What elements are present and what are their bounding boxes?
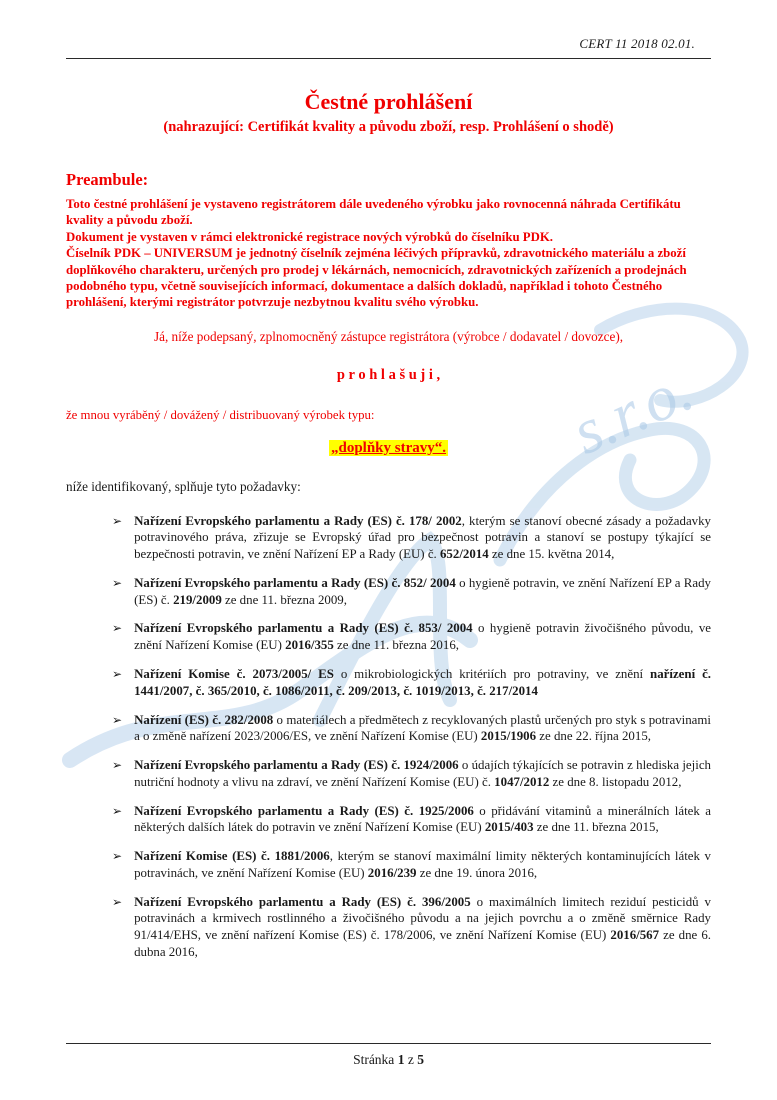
bullet-arrow-icon: ➢: [112, 666, 123, 681]
requirement-item: [112, 894, 711, 961]
bullet-arrow-icon: ➢: [112, 803, 123, 818]
product-type-highlight: „doplňky stravy“.: [330, 439, 447, 456]
requirement-item: [112, 757, 711, 791]
product-type: [66, 439, 711, 457]
bullet-arrow-icon: ➢: [112, 712, 123, 727]
bullet-arrow-icon: ➢: [112, 849, 123, 864]
requirements-list: [66, 513, 711, 961]
document-header: [66, 36, 711, 59]
requirement-text: Nařízení Evropského parlamentu a Rady (ES) č. 853/ 2004 o hygieně potravin živočišného původu, ve znění Nařízení Komise (EU) 2016/355 ze dne 11. března 2016,: [134, 621, 711, 653]
requirement-item: [112, 666, 711, 700]
requirement-text: Nařízení Evropského parlamentu a Rady (ES) č. 1924/2006 o údajích týkajících se potravin z hlediska jejich nutriční hodnoty a vlivu na zdraví, ve znění Nařízení Komise (EU) č. 1047/2012 ze dne 8. listopadu 2012,: [134, 758, 711, 789]
requirement-text: Nařízení Evropského parlamentu a Rady (ES) č. 178/ 2002, kterým se stanoví obecné zásady a požadavky potravinového práva, zřizuje se Evropský úřad pro bezpečnost potravin a stanoví se postupy týkající se bezpečnosti potravin, ve znění Nařízení EP a Rady (EU) č. 652/2014 ze dne 15. května 2014,: [134, 513, 711, 562]
document-reference: CERT 11 2018 02.01.: [579, 36, 695, 51]
requirement-item: [112, 803, 711, 837]
page-title: Čestné prohlášení: [304, 89, 473, 114]
bullet-arrow-icon: ➢: [112, 758, 123, 773]
requirement-item: [112, 712, 711, 746]
bullet-arrow-icon: ➢: [112, 621, 123, 636]
declaration-verb: p r o h l a š u j i ,: [336, 366, 441, 383]
preamble-paragraph-1: Toto čestné prohlášení je vystaveno registrátorem dále uvedeného výrobku jako rovnocenná náhrada Certifikátu kvality a původu zboží.: [66, 197, 681, 228]
requirement-text: Nařízení Evropského parlamentu a Rady (ES) č. 396/2005 o maximálních limitech reziduí pesticidů v potravinách a krmivech rostlinného a živočišného původu a na jejich povrchu a o změně směrnice Rady 91/414/EHS, ve znění nařízení Komise (ES) č. 178/2006, ve znění Nařízení Komise (EU) 2016/567 ze dne 6. dubna 2016,: [134, 894, 711, 959]
bullet-arrow-icon: ➢: [112, 513, 123, 528]
requirement-text: Nařízení (ES) č. 282/2008 o materiálech a předmětech z recyklovaných plastů určených pro styk s potravinami a o změně nařízení 2023/2006/ES, ve znění Nařízení Komise (EU) 2015/1906 ze dne 22. října 2015,: [134, 712, 711, 744]
bullet-arrow-icon: ➢: [112, 894, 123, 909]
requirement-text: Nařízení Evropského parlamentu a Rady (ES) č. 852/ 2004 o hygieně potravin, ve znění Nařízení EP a Rady (ES) č. 219/2009 ze dne 11. března 2009,: [134, 575, 712, 607]
requirement-text: Nařízení Komise č. 2073/2005/ ES o mikrobiologických kritériích pro potraviny, ve znění nařízení č. 1441/2007, č. 365/2010, č. 1086/2011, č. 209/2013, č. 1019/2013, č. 217/2014: [134, 666, 712, 698]
requirement-item: [112, 848, 711, 882]
requirement-item: [112, 620, 711, 654]
watermark-text: s.r.o.: [561, 353, 703, 468]
declaration-intro: Já, níže podepsaný, zplnomocněný zástupce registrátora (výrobce / dodavatel / dovozce),: [153, 328, 624, 344]
requirement-item: [112, 513, 711, 563]
page-number: Stránka 1 z 5: [353, 1052, 424, 1067]
requirement-item: [112, 575, 711, 609]
header-divider: [66, 58, 711, 59]
compliance-intro: níže identifikovaný, splňuje tyto požadavky:: [66, 478, 301, 494]
requirement-text: Nařízení Komise (ES) č. 1881/2006, kterým se stanoví maximální limity některých kontaminujících látek v potravinách, ve znění Nařízení Komise (EU) 2016/239 ze dne 19. února 2016,: [134, 849, 711, 880]
product-line: že mnou vyráběný / dovážený / distribuovaný výrobek typu:: [66, 407, 375, 422]
bullet-arrow-icon: ➢: [112, 575, 123, 590]
requirement-text: Nařízení Evropského parlamentu a Rady (ES) č. 1925/2006 o přidávání vitaminů a minerálních látek a některých dalších látek do potravin ve znění Nařízení Komise (EU) 2015/403 ze dne 11. března 2015,: [134, 803, 712, 835]
document-footer: [66, 1043, 711, 1068]
preamble-paragraph-2: Dokument je vystaven v rámci elektronické registrace nových výrobků do číselníku PDK.: [66, 229, 553, 244]
page-subtitle: (nahrazující: Certifikát kvality a původu zboží, resp. Prohlášení o shodě): [163, 119, 614, 135]
preamble-paragraph-3: Číselník PDK – UNIVERSUM je jednotný číselník zejména léčivých přípravků, zdravotnického materiálu a zboží doplňkového charakteru, určených pro prodej v lékárnách, nemocnicích, zdravotnických zařízeních a prodejnách podobného typu, včetně souvisejících informací, dokumentace a dalších dokladů, například i tohoto Čestného prohlášení, kterými registrátor potvrzuje nezbytnou kvalitu svého výrobku.: [66, 246, 687, 310]
preamble-heading: Preambule:: [66, 170, 149, 189]
